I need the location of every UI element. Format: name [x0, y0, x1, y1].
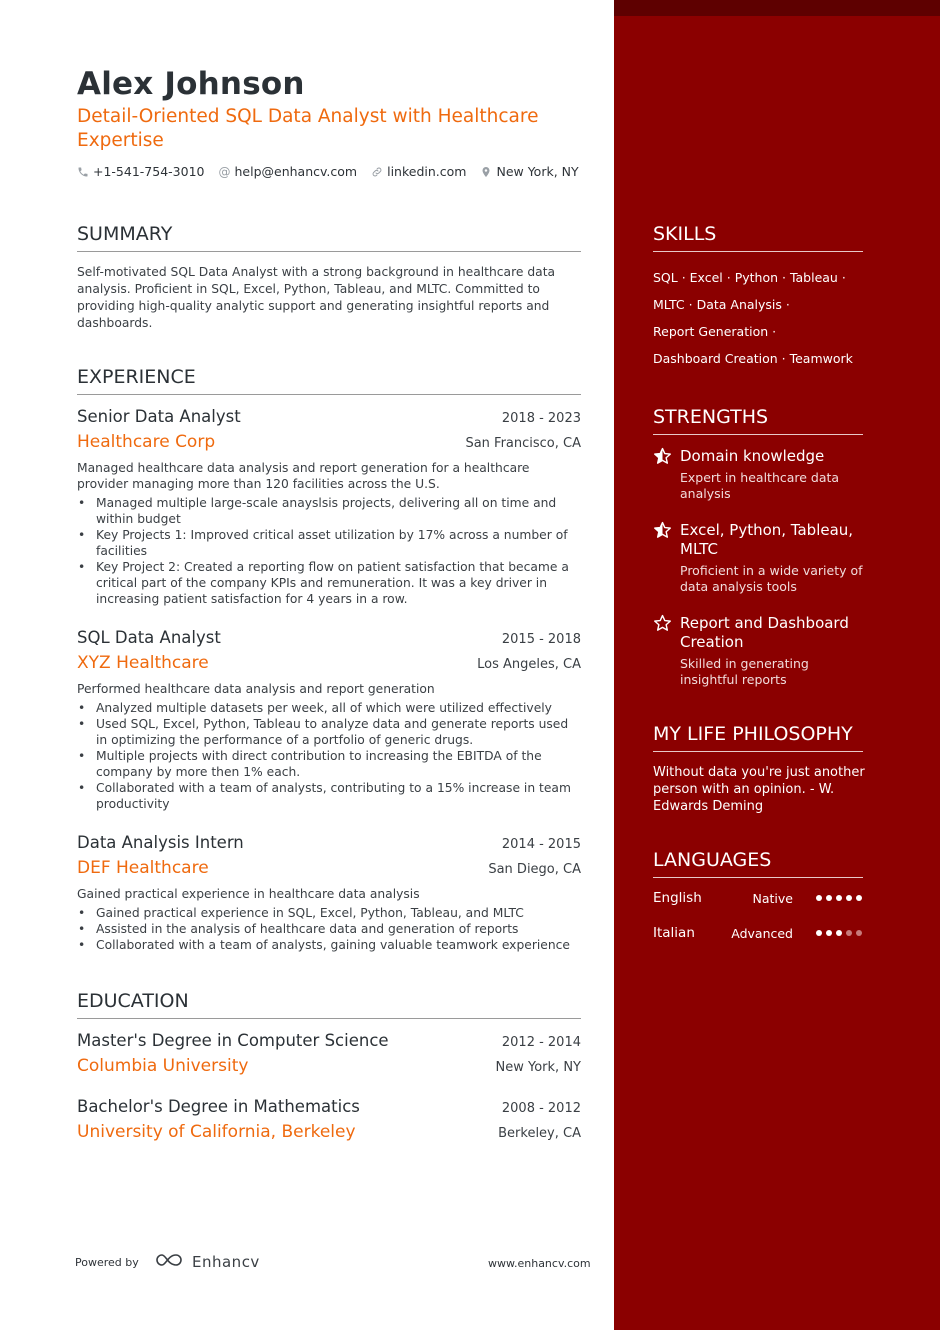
company-name: XYZ Healthcare: [77, 653, 209, 673]
job-description: Performed healthcare data analysis and report generation: [77, 682, 435, 696]
at-icon: @: [218, 164, 231, 179]
skills-line: MLTC · Data Analysis ·: [653, 297, 790, 312]
rating-dot-empty: [856, 930, 862, 936]
education-entry: [77, 1097, 581, 1142]
language-item: [653, 925, 863, 945]
job-bullet: • Key Projects 1: Improved critical asset utilization by 17% across a number of facilities: [77, 527, 581, 559]
skills-line: SQL · Excel · Python · Tableau ·: [653, 270, 846, 285]
location-pin-icon: [480, 166, 492, 178]
phone-icon: [77, 166, 89, 178]
rating-dot-filled: [826, 930, 832, 936]
link-icon: [371, 166, 383, 178]
education-dates: 2012 - 2014: [501, 1035, 581, 1050]
rating-dot-filled: [836, 930, 842, 936]
job-title: SQL Data Analyst: [77, 628, 221, 647]
philosophy-heading: MY LIFE PHILOSOPHY: [653, 723, 863, 752]
school-name: Columbia University: [77, 1056, 249, 1076]
location-text: New York, NY: [496, 164, 579, 179]
philosophy-quote: Without data you're just another person with an opinion. - W. Edwards Deming: [653, 765, 865, 814]
rating-dot-filled: [816, 895, 822, 901]
star-half-icon: [653, 521, 672, 540]
job-bullet: • Assisted in the analysis of healthcare data and generation of reports: [77, 921, 581, 937]
education-entry: [77, 1031, 581, 1076]
language-level: Advanced: [731, 926, 793, 941]
company-name: Healthcare Corp: [77, 432, 216, 452]
education-location: Berkeley, CA: [498, 1126, 581, 1141]
company-name: DEF Healthcare: [77, 858, 209, 878]
rating-dot-filled: [836, 895, 842, 901]
contact-phone[interactable]: [77, 164, 205, 179]
language-name: English: [653, 890, 702, 906]
strength-item: [653, 614, 868, 688]
language-item: [653, 890, 863, 910]
job-bullets: [77, 700, 581, 812]
rating-dot-filled: [826, 895, 832, 901]
education-dates: 2008 - 2012: [501, 1101, 581, 1116]
job-location: Los Angeles, CA: [477, 657, 581, 672]
skills-heading: SKILLS: [653, 223, 863, 252]
language-level: Native: [752, 891, 793, 906]
language-rating: [816, 895, 862, 901]
school-name: University of California, Berkeley: [77, 1122, 356, 1142]
strength-title: Report and Dashboard Creation: [680, 614, 849, 651]
job-bullet: • Key Project 2: Created a reporting flow on patient satisfaction that became a critical part of the company KPIs and remuneration. It was a key driver in increasing patient satisfaction for 4 years in a row.: [77, 559, 581, 607]
job-bullet: • Collaborated with a team of analysts, gaining valuable teamwork experience: [77, 937, 581, 953]
job-dates: 2018 - 2023: [501, 411, 581, 426]
job-bullet: • Multiple projects with direct contribution to increasing the EBITDA of the company by more then 1% each.: [77, 748, 581, 780]
rating-dot-filled: [856, 895, 862, 901]
sidebar-top-bar: [614, 0, 940, 16]
strength-description: Expert in healthcare data analysis: [680, 470, 840, 501]
rating-dot-filled: [816, 930, 822, 936]
skills-line: Dashboard Creation · Teamwork: [653, 351, 853, 366]
strength-item: [653, 521, 868, 595]
skills-line: Report Generation ·: [653, 324, 777, 339]
degree-title: Bachelor's Degree in Mathematics: [77, 1097, 360, 1116]
degree-title: Master's Degree in Computer Science: [77, 1031, 389, 1050]
strength-description: Skilled in generating insightful reports: [680, 656, 809, 687]
email-text: help@enhancv.com: [234, 164, 358, 179]
job-title: Senior Data Analyst: [77, 407, 241, 426]
job-bullets: [77, 495, 581, 607]
contact-email[interactable]: [219, 164, 358, 179]
summary-heading: SUMMARY: [77, 223, 581, 252]
job-dates: 2014 - 2015: [501, 837, 581, 852]
job-location: San Francisco, CA: [465, 436, 581, 451]
footer-url[interactable]: www.enhancv.com: [488, 1257, 591, 1270]
language-rating: [816, 930, 862, 936]
job-title: Data Analysis Intern: [77, 833, 244, 852]
languages-heading: LANGUAGES: [653, 849, 863, 878]
strength-title: Domain knowledge: [680, 447, 825, 465]
sidebar: [614, 0, 940, 1330]
enhancv-logo[interactable]: [154, 1252, 260, 1272]
contact-bar: [77, 164, 579, 179]
job-bullets: [77, 905, 581, 953]
phone-text: +1-541-754-3010: [93, 164, 205, 179]
education-heading: EDUCATION: [77, 990, 581, 1019]
strengths-heading: STRENGTHS: [653, 406, 863, 435]
job-description: Gained practical experience in healthcare data analysis: [77, 887, 420, 901]
job-entry: [77, 833, 581, 953]
job-entry: [77, 407, 581, 607]
linkedin-text: linkedin.com: [387, 164, 467, 179]
star-outline-icon: [653, 614, 672, 633]
experience-heading: EXPERIENCE: [77, 366, 581, 395]
job-location: San Diego, CA: [488, 862, 581, 877]
star-half-icon: [653, 447, 672, 466]
job-dates: 2015 - 2018: [501, 632, 581, 647]
candidate-name: Alex Johnson: [77, 66, 305, 102]
job-bullet: • Used SQL, Excel, Python, Tableau to analyze data and generate reports used in optimizing the performance of a portfolio of generic drugs.: [77, 716, 581, 748]
summary-text: Self-motivated SQL Data Analyst with a strong background in healthcare data analysis. Proficient in SQL, Excel, Python, Tableau, and MLTC. Committed to providing high-quality analytic support and generating insightful reports and dashboards.: [77, 265, 556, 330]
job-bullet: • Gained practical experience in SQL, Excel, Python, Tableau, and MLTC: [77, 905, 581, 921]
contact-location: [480, 164, 578, 179]
brand-name: Enhancv: [192, 1253, 260, 1271]
strength-description: Proficient in a wide variety of data analysis tools: [680, 563, 863, 594]
strength-title: Excel, Python, Tableau, MLTC: [680, 521, 854, 558]
job-entry: [77, 628, 581, 812]
rating-dot-empty: [846, 930, 852, 936]
infinity-icon: [154, 1252, 186, 1272]
job-bullet: • Analyzed multiple datasets per week, all of which were utilized effectively: [77, 700, 581, 716]
contact-linkedin[interactable]: [371, 164, 466, 179]
job-description: Managed healthcare data analysis and report generation for a healthcare provider managing more than 120 facilities across the U.S.: [77, 461, 530, 491]
education-location: New York, NY: [495, 1060, 581, 1075]
job-bullet: • Collaborated with a team of analysts, contributing to a 15% increase in team productivity: [77, 780, 581, 812]
skills-list: [653, 264, 873, 372]
job-bullet: • Managed multiple large-scale anayslsis projects, delivering all on time and within budget: [77, 495, 581, 527]
strength-item: [653, 447, 868, 502]
powered-by-label: Powered by: [75, 1256, 139, 1269]
rating-dot-filled: [846, 895, 852, 901]
language-name: Italian: [653, 925, 695, 941]
candidate-headline: Detail-Oriented SQL Data Analyst with Healthcare Expertise: [77, 106, 539, 151]
